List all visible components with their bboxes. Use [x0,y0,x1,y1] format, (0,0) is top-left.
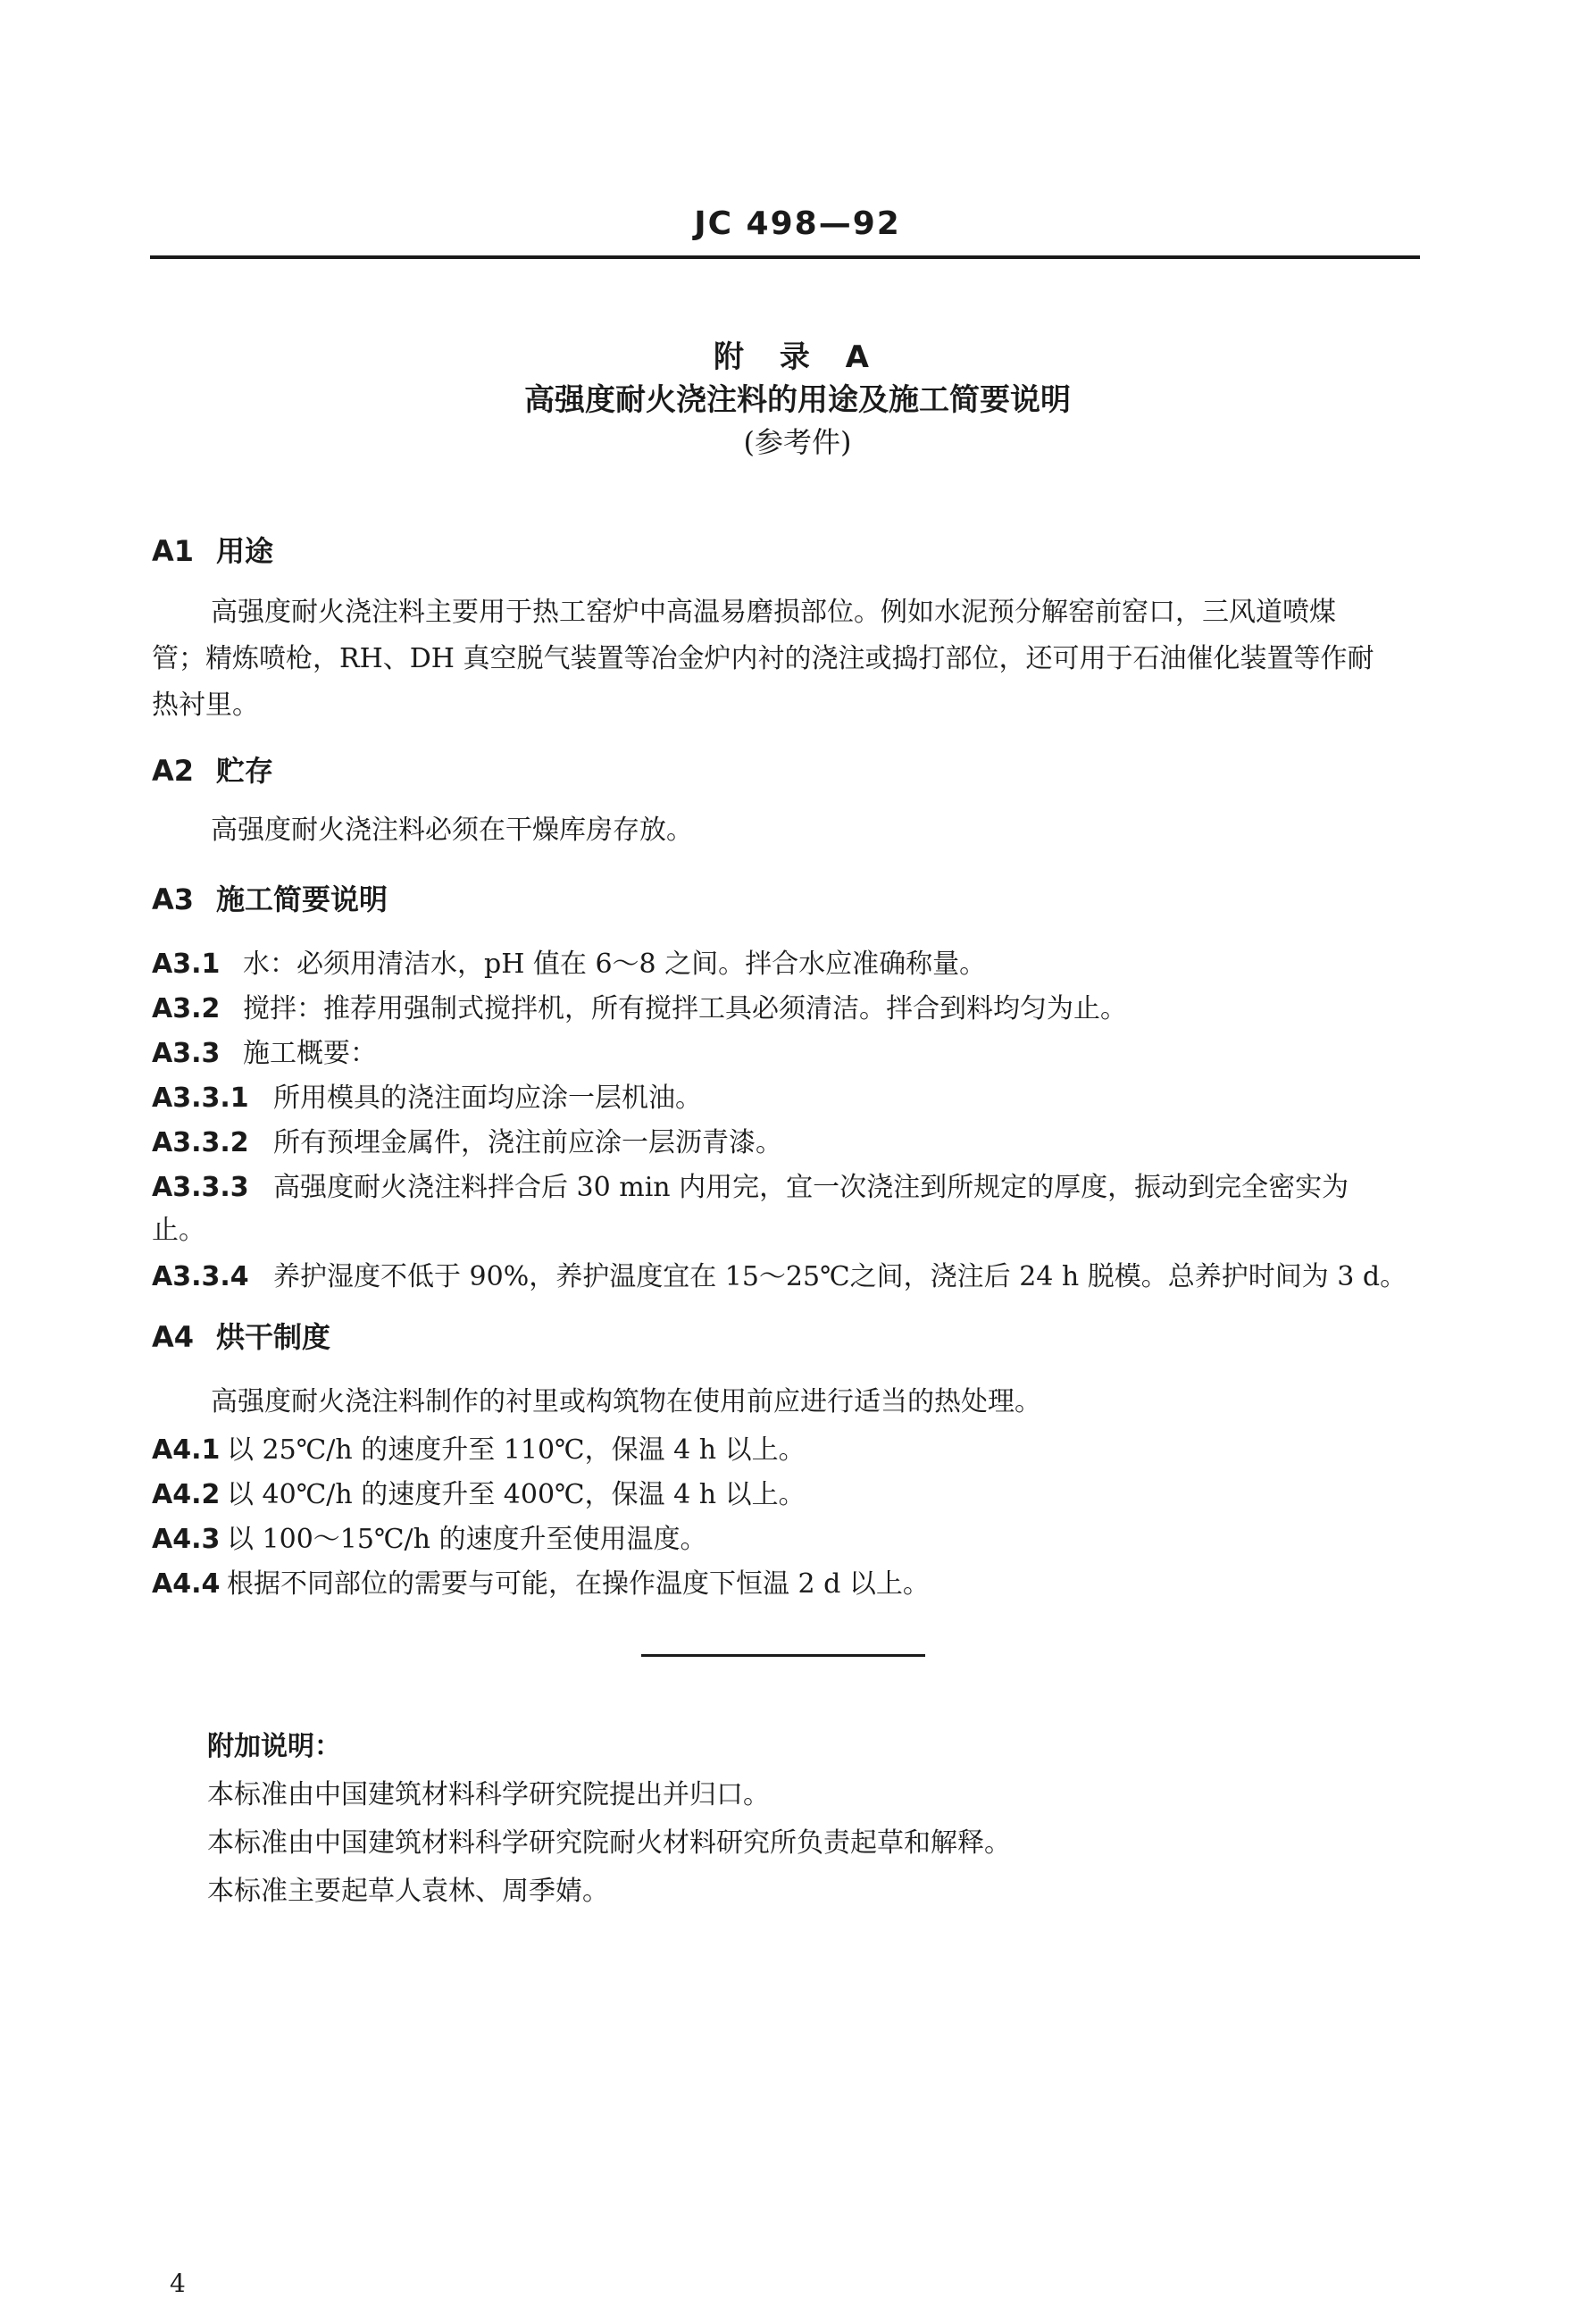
a3-item-3-3 [152,1165,1349,1204]
additional-notes-heading: 附加说明： [207,1731,341,1762]
item-number: A3.3.2 [152,1127,249,1158]
section-a1-heading [152,529,273,570]
item-text: 养护湿度不低于 90%，养护温度宜在 15～25℃之间，浇注后 24 h 脱模。总养护时间为 3 d。 [273,1261,1407,1292]
additional-note-line-3: 本标准主要起草人袁林、周季婧。 [207,1876,609,1907]
item-text: 根据不同部位的需要与可能，在操作温度下恒温 2 d 以上。 [227,1568,930,1600]
section-a3-heading [152,877,388,918]
a4-item-1 [152,1427,806,1467]
a3-item-1 [152,941,986,981]
section-number: A4 [152,1320,195,1354]
section-title: 用途 [216,534,274,568]
item-text: 搅拌：推荐用强制式搅拌机，所有搅拌工具必须清洁。拌合到料均匀为止。 [243,993,1127,1024]
a4-intro: 高强度耐火浇注料制作的衬里或构筑物在使用前应进行适当的热处理。 [211,1386,1041,1417]
item-number: A4.3 [152,1524,221,1555]
section-title: 烘干制度 [216,1320,331,1354]
item-number: A4.4 [152,1568,221,1600]
a1-paragraph-line-3: 热衬里。 [152,690,259,721]
additional-note-line-2: 本标准由中国建筑材料科学研究院耐火材料研究所负责起草和解释。 [207,1827,1011,1859]
item-text: 以 100～15℃/h 的速度升至使用温度。 [227,1524,707,1555]
item-number: A3.3.1 [152,1083,249,1114]
a3-item-3-3-continuation: 止。 [152,1215,205,1246]
additional-note-line-1: 本标准由中国建筑材料科学研究院提出并归口。 [207,1779,770,1810]
page-number: 4 [170,2269,186,2298]
item-number: A3.3.3 [152,1172,249,1203]
item-text: 水：必须用清洁水，pH 值在 6～8 之间。拌合水应准确称量。 [243,949,987,980]
appendix-title: 高强度耐火浇注料的用途及施工简要说明 [524,382,1071,418]
section-title: 施工简要说明 [216,882,388,916]
section-a2-heading [152,748,273,790]
a3-item-2 [152,986,1127,1025]
section-number: A2 [152,754,195,788]
item-number: A3.3 [152,1038,221,1069]
item-text: 以 40℃/h 的速度升至 400℃，保温 4 h 以上。 [227,1479,806,1510]
a3-item-3-2 [152,1120,782,1159]
a4-item-3 [152,1517,707,1556]
a3-item-3 [152,1031,377,1070]
item-number: A4.2 [152,1479,221,1510]
section-title: 贮存 [216,754,274,788]
a4-item-2 [152,1472,806,1511]
a1-paragraph-line-2: 管；精炼喷枪，RH、DH 真空脱气装置等冶金炉内衬的浇注或捣打部位，还可用于石油催化装置等作耐 [152,643,1374,674]
a4-item-4 [152,1561,930,1601]
document-code: JC 498—92 [694,205,901,242]
appendix-note: (参考件) [743,425,852,459]
section-number: A3 [152,882,195,916]
a3-item-3-4 [152,1254,1407,1293]
appendix-label: 附 录 A [714,339,881,375]
item-text: 高强度耐火浇注料拌合后 30 min 内用完，宜一次浇注到所规定的厚度，振动到完全密实为 [273,1172,1349,1203]
item-text: 所用模具的浇注面均应涂一层机油。 [273,1083,702,1114]
item-number: A3.3.4 [152,1261,249,1292]
end-rule [641,1654,925,1657]
section-number: A1 [152,534,195,568]
header-rule [150,255,1420,259]
section-a4-heading [152,1315,330,1356]
a3-item-3-1 [152,1075,702,1115]
a2-paragraph: 高强度耐火浇注料必须在干燥库房存放。 [211,815,693,846]
item-number: A4.1 [152,1434,221,1466]
item-text: 施工概要： [243,1038,377,1069]
item-number: A3.1 [152,949,221,980]
item-number: A3.2 [152,993,221,1024]
item-text: 以 25℃/h 的速度升至 110℃，保温 4 h 以上。 [227,1434,806,1466]
a1-paragraph-line-1: 高强度耐火浇注料主要用于热工窑炉中高温易磨损部位。例如水泥预分解窑前窑口，三风道喷煤 [211,597,1336,628]
item-text: 所有预埋金属件，浇注前应涂一层沥青漆。 [273,1127,782,1158]
